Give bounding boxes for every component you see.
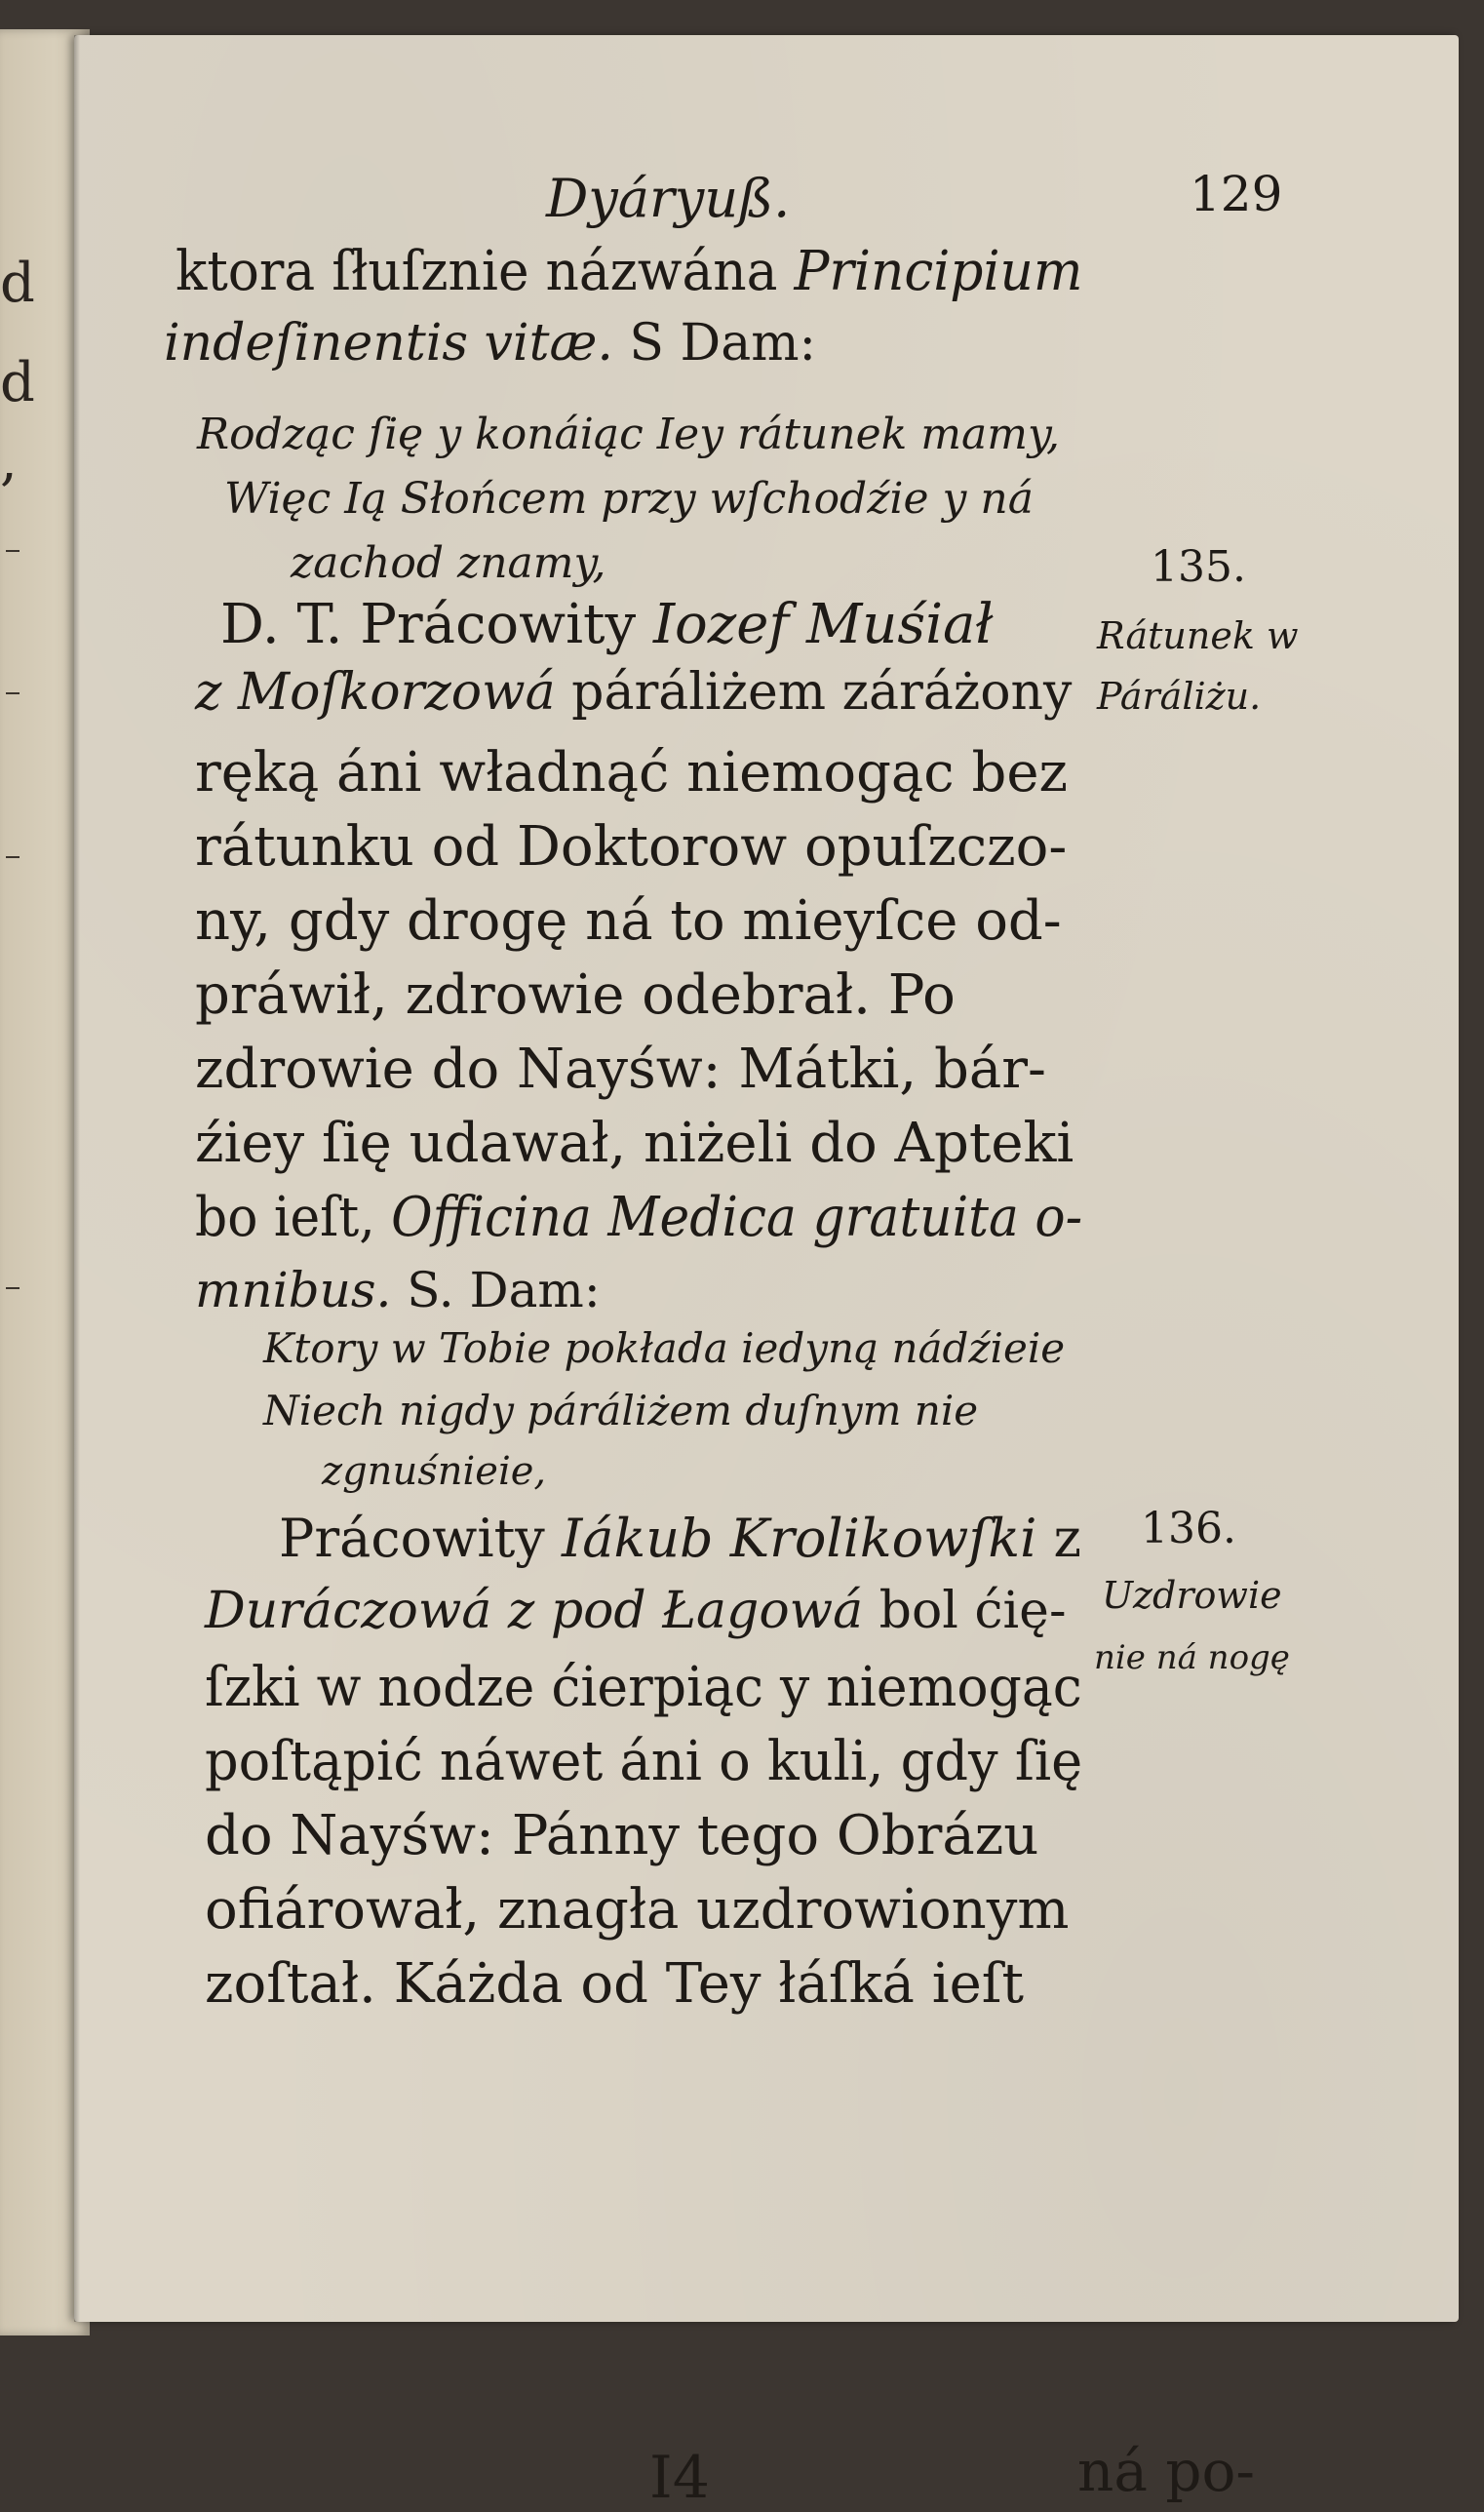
margin-note-line: Uzdrowie (1102, 1574, 1282, 1617)
roman-segment: ny, gdy drogę ná to mieyſce od- (195, 889, 1062, 953)
margin-note-number: 136. (1141, 1504, 1236, 1553)
roman-segment: ktora ſłuſznie názwána (176, 240, 795, 303)
prev-page-letter: d (0, 351, 35, 414)
margin-note-line: Párálіżu. (1097, 675, 1262, 718)
body-line (205, 1878, 1069, 1942)
body-line (205, 1656, 1082, 1719)
roman-segment: ofiárował, znagła uzdrowionym (205, 1878, 1070, 1942)
body-line (195, 663, 1072, 722)
roman-segment: zdrowie do Nayśw: Mátki, bár- (195, 1038, 1046, 1101)
italic-segment: Principium (794, 240, 1083, 303)
signature-mark: I4 (649, 2444, 710, 2512)
body-line (279, 1508, 1081, 1569)
body-line (195, 963, 956, 1027)
body-line (164, 314, 816, 373)
body-line (291, 538, 606, 588)
prev-page-letter: d (0, 252, 35, 315)
prev-page-dash (6, 550, 20, 552)
body-line (195, 1112, 1074, 1175)
italic-segment: zgnuśnieie, (322, 1449, 547, 1494)
body-line (197, 410, 1060, 459)
roman-segment: źiey ſię udawał, niżeli do Apteki (195, 1112, 1074, 1175)
body-line (224, 474, 1034, 524)
roman-segment: do Nayśw: Pánny tego Obrázu (205, 1804, 1039, 1867)
body-line (195, 1038, 1046, 1101)
italic-segment: indeſinentis vitæ. (164, 314, 613, 373)
body-line (195, 815, 1067, 879)
body-line (205, 1730, 1082, 1793)
roman-segment: S Dam: (612, 314, 817, 373)
italic-segment: Niech nigdy párálіżem duſnym nie (263, 1387, 979, 1434)
roman-segment: práwił, zdrowie odebrał. Po (195, 963, 956, 1027)
roman-segment: poſtąpić náwet áni o kuli, gdy ſię (205, 1730, 1083, 1793)
body-line (205, 1582, 1067, 1640)
body-line (195, 741, 1068, 805)
roman-segment: S. Dam: (391, 1262, 601, 1318)
body-line (205, 1952, 1024, 2016)
page-gutter (74, 35, 80, 2322)
body-line (195, 1186, 1082, 1249)
body-line (263, 1324, 1065, 1372)
roman-segment: bo ieſt, (195, 1186, 392, 1249)
body-line (263, 1387, 978, 1434)
margin-note-line: nie ná nogę (1094, 1638, 1290, 1677)
italic-segment: Ktory w Tobie pokłada iedyną nádźieie (263, 1324, 1066, 1372)
roman-segment: ſzki w nodze ćierpiąc y niemogąc (205, 1656, 1082, 1719)
body-line (195, 1262, 601, 1318)
body-line (322, 1449, 546, 1494)
roman-segment: D. T. Prácowity (220, 593, 653, 656)
italic-segment: zachod znamy, (291, 538, 606, 588)
body-line (195, 889, 1062, 953)
roman-segment: z (1036, 1508, 1081, 1569)
body-line (176, 240, 1082, 303)
italic-segment: Rodząc ſię y konáiąc Iey rátunek mamy, (197, 410, 1060, 459)
italic-segment: Duráczowá z pod Łagowá (205, 1582, 864, 1640)
prev-page-dash (6, 692, 20, 694)
prev-page-dash (6, 856, 20, 858)
page-number: 129 (1190, 166, 1283, 222)
body-line (205, 1804, 1038, 1867)
prev-page-dash (6, 1287, 20, 1289)
roman-segment: rátunku od Doktorow opuſzczo- (195, 815, 1068, 879)
italic-segment: Officina Medica gratuita o- (391, 1186, 1083, 1249)
italic-segment: Iákub Krolikowſki (561, 1508, 1037, 1569)
roman-segment: Prácowity (279, 1508, 562, 1569)
roman-segment: párálіżem záráżony (555, 663, 1073, 722)
margin-note-number: 135. (1151, 542, 1246, 592)
roman-segment: ręką áni władnąć niemogąc bez (195, 741, 1068, 805)
prev-page-letter: , (0, 429, 18, 492)
margin-note-line: Rátunek w (1097, 614, 1299, 657)
roman-segment: bol ćię- (863, 1582, 1067, 1640)
running-head: Dyáryuß. (546, 168, 791, 229)
body-line (220, 593, 994, 656)
roman-segment: zoſtał. Káżda od Tey łáſká ieſt (205, 1952, 1024, 2016)
italic-segment: mnibus. (195, 1262, 392, 1318)
catchword: ná po- (1077, 2438, 1256, 2504)
italic-segment: z Moſkorzowá (195, 663, 556, 722)
italic-segment: Iozef Muśiał (652, 593, 994, 656)
italic-segment: Więc Ią Słońcem przy wſchodźie y ná (224, 474, 1034, 524)
